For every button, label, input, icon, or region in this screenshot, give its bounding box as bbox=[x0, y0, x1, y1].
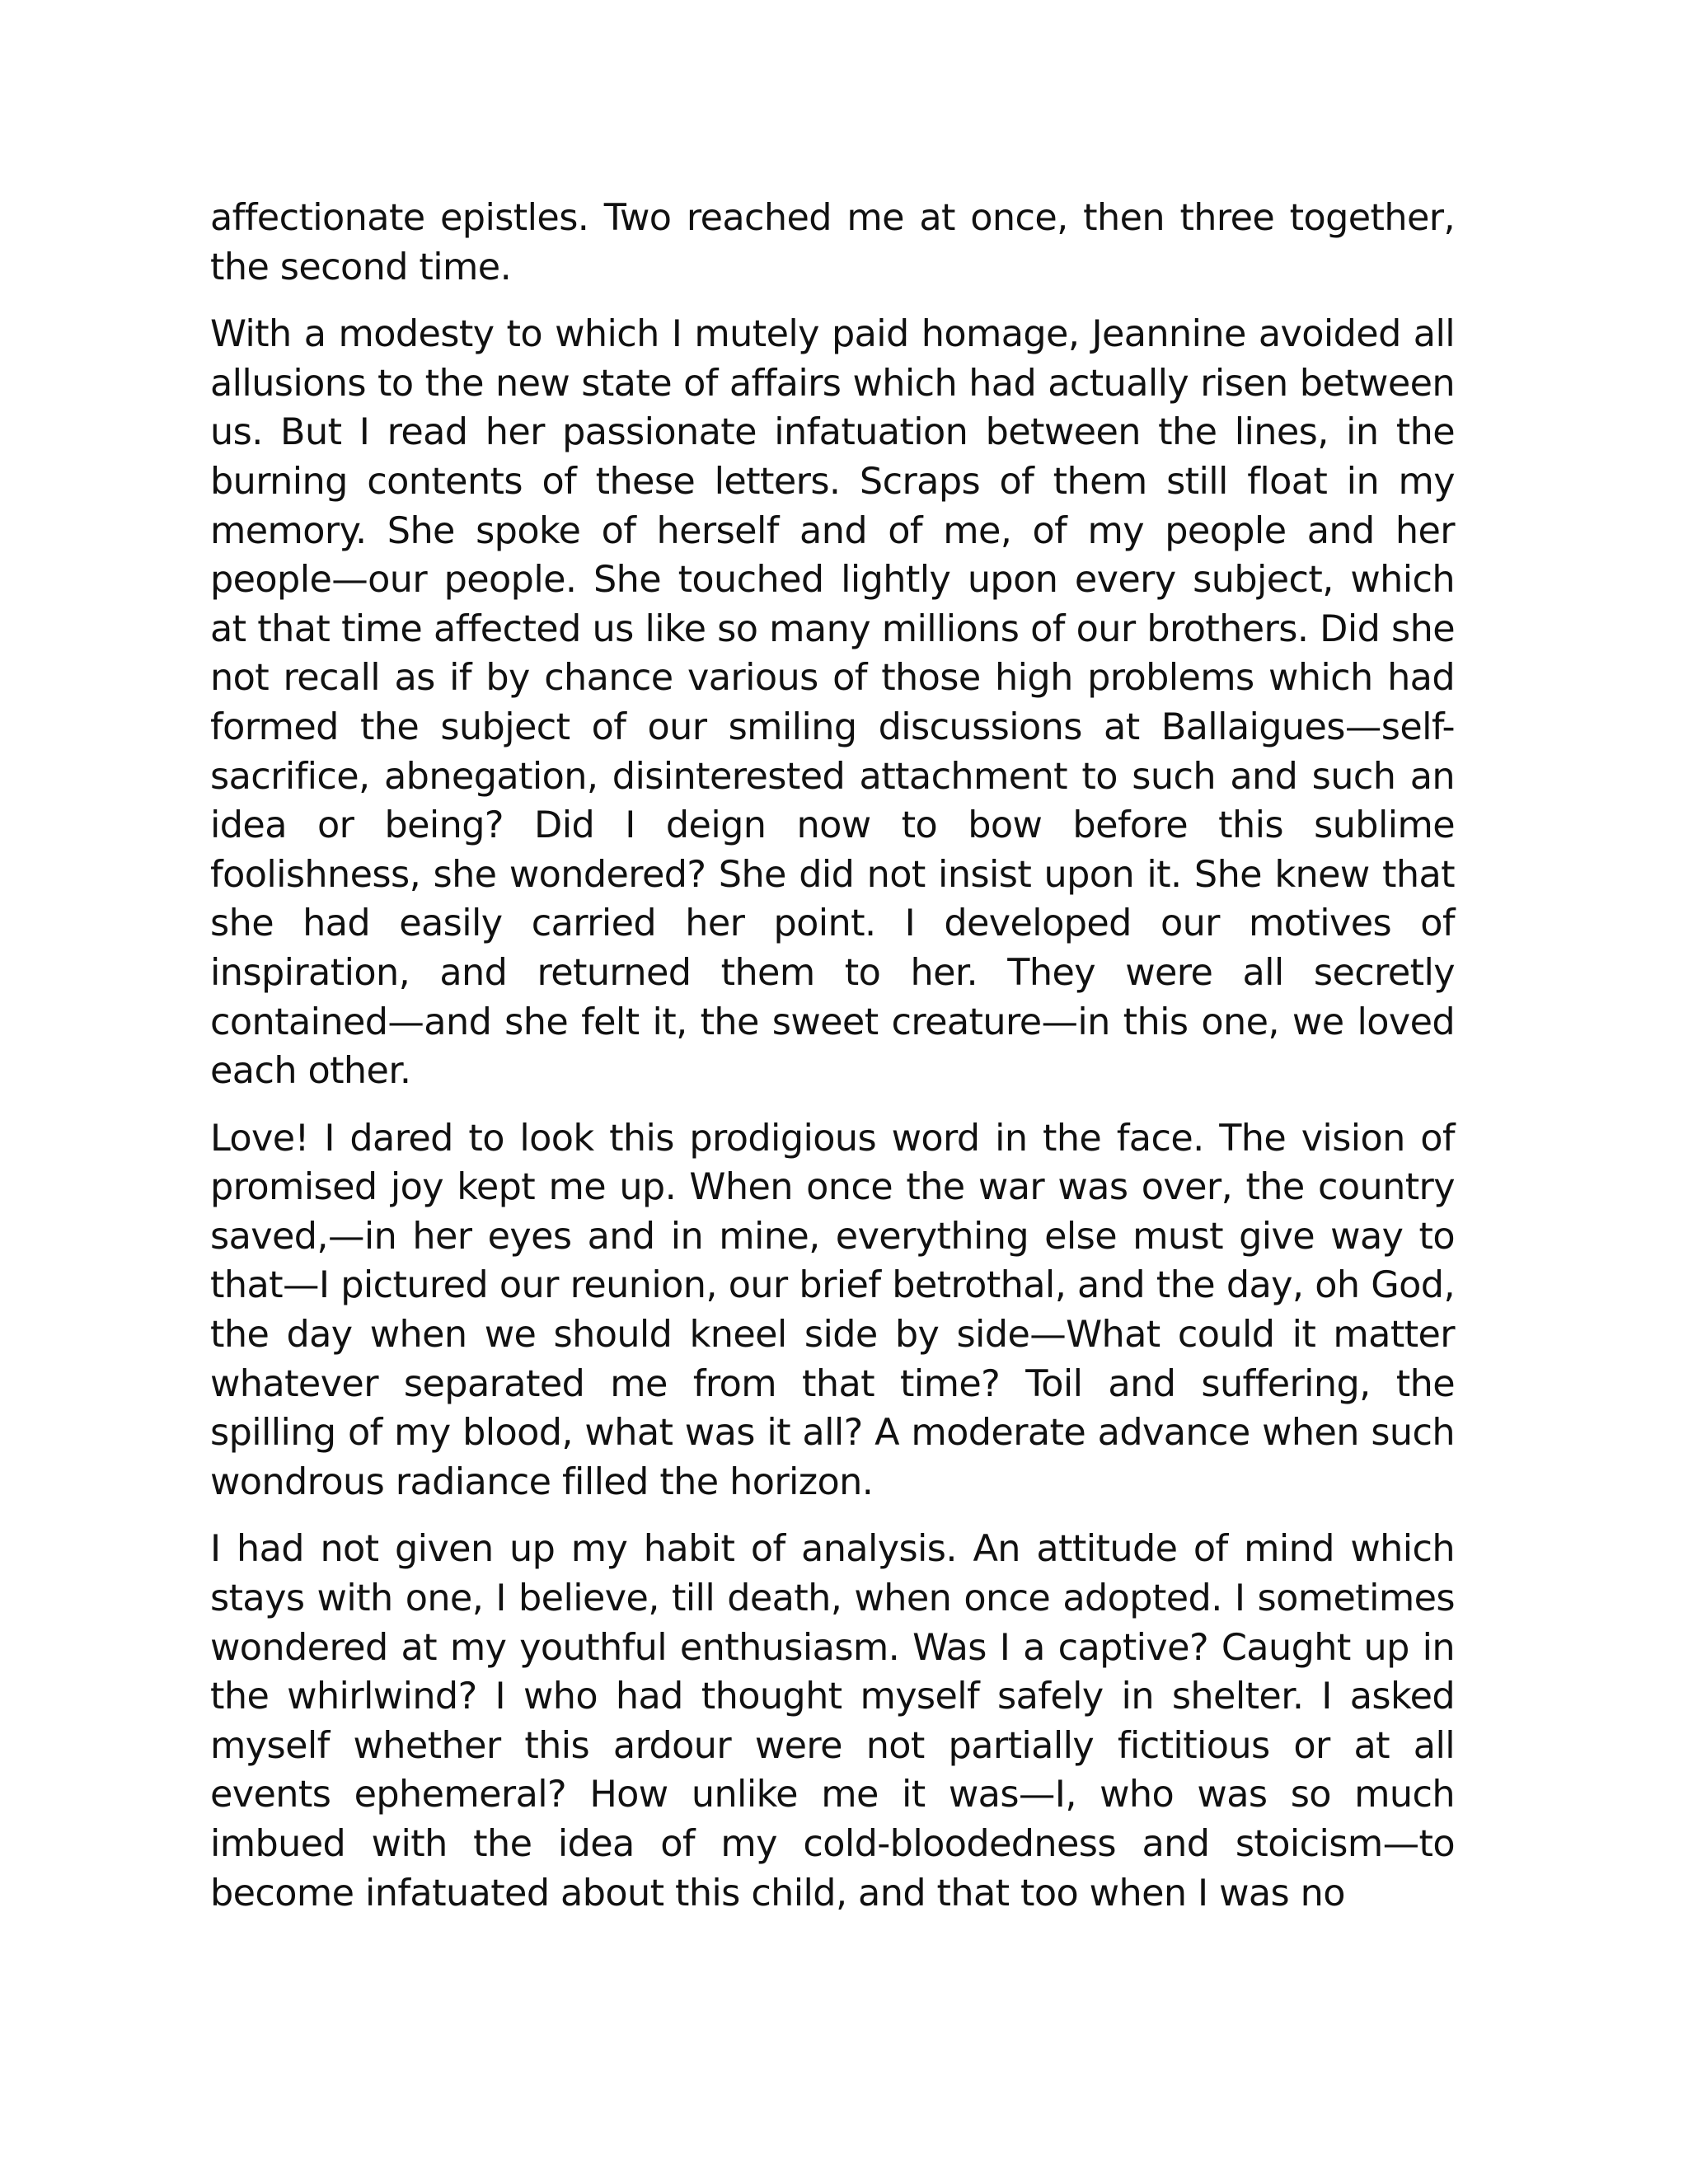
paragraph-4: I had not given up my habit of analysis. An attitude of mind which stays with one, I believe, till death, when once adopted. I sometimes wondered at my youthful enthusiasm. Was I a captive? Caught up in the whirlwind? I who had thought myself safely in shelter. I asked myself whether this ardour were not partially fictitious or at all events ephemeral? How unlike me it was—I, who was so much imbued with the idea of my cold-bloodedness and stoicism—to become infatuated about this child, and that too when I was no bbox=[210, 1528, 1455, 1915]
paragraph-2: With a modesty to which I mutely paid homage, Jeannine avoided all allusions to the new state of affairs which had actually risen between us. But I read her passionate infatuation between the lines, in the burning contents of these letters. Scraps of them still float in my memory. She spoke of herself and of me, of my people and her people—our people. She touched lightly upon every subject, which at that time affected us like so many millions of our brothers. Did she not recall as if by chance various of those high problems which had formed the subject of our smiling discussions at Ballaigues—self-sacrifice, abnegation, disinterested attachment to such and such an idea or being? Did I deign now to bow before this sublime foolishness, she wondered? She did not insist upon it. She knew that she had easily carried her point. I developed our motives of inspiration, and returned them to her. They were all secretly contained—and she felt it, the sweet creature—in this one, we loved each other. bbox=[210, 313, 1455, 1093]
paragraph-3: Love! I dared to look this prodigious word in the face. The vision of promised joy kept me up. When once the war was over, the country saved,—in her eyes and in mine, everything else must give way to that—I pictured our reunion, our brief betrothal, and the day, oh God, the day when we should kneel side by side—What could it matter whatever separated me from that time? Toil and suffering, the spilling of my blood, what was it all? A moderate advance when such wondrous radiance filled the horizon. bbox=[210, 1117, 1455, 1503]
page-body bbox=[210, 194, 1455, 1936]
paragraph-1: affectionate epistles. Two reached me at once, then three together, the second time. bbox=[210, 197, 1455, 288]
